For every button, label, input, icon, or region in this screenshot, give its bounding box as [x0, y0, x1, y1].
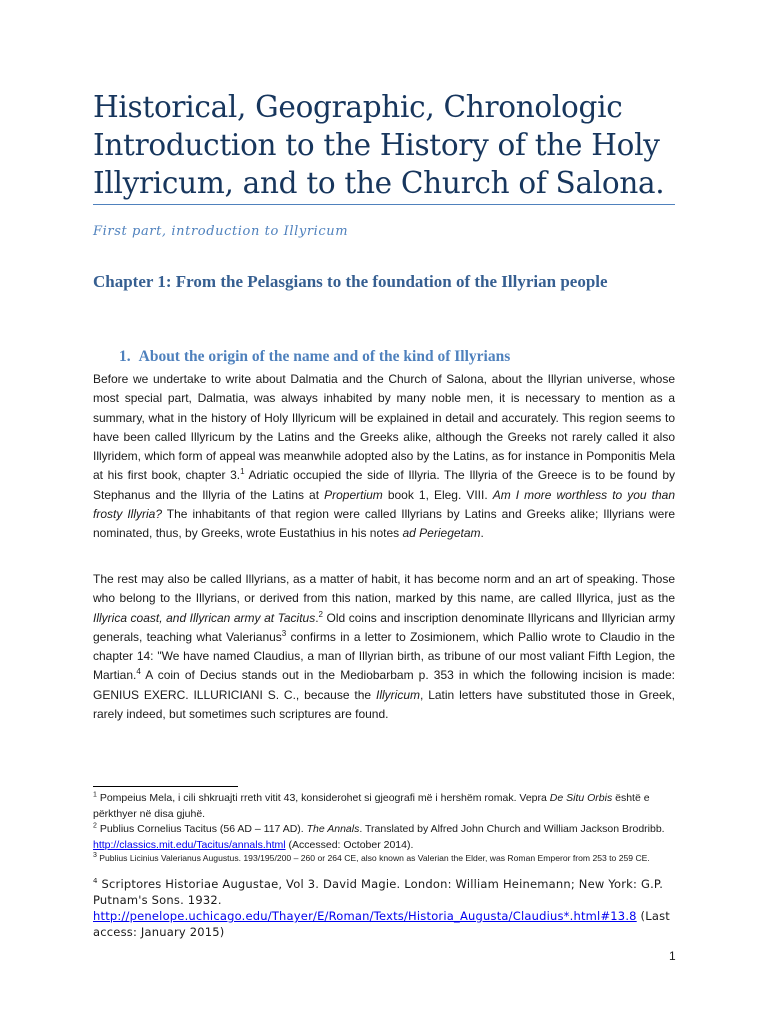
text-run: Scriptores Historiae Augustae, Vol 3. David Magie. London: William Heinemann; New York: G.P. Putnam's Sons. 1932. — [93, 877, 664, 907]
text-run: Old coins and inscription denominate Illyricans and Illyrician army generals, teaching what Valerianus — [93, 610, 676, 644]
section-heading — [119, 348, 510, 366]
text-run: Pompeius Mela, i cili shkruajti rreth vitit 43, konsiderohet si gjeografi më i hershëm romak. Vepra — [96, 792, 550, 804]
document-title: Historical, Geographic, Chronologic Introduction to the History of the Holy Illyricum, and to the Church of Salona. — [93, 90, 665, 200]
italic-run: Illyrica coast, and Illyrican army at Tacitus — [93, 610, 316, 625]
text-run: . — [315, 610, 319, 625]
text-run: (Accessed: October 2014). — [285, 839, 414, 851]
text-run: A coin of Decius stands out in the Mediobarbam p. 353 in which the following incision is made: GENIUS EXERC. ILLURICIANI S. C., because the — [93, 668, 675, 702]
text-run: book 1, Eleg. VIII. — [382, 487, 493, 502]
italic-run: De Situ Orbis — [549, 792, 613, 804]
text-run: . — [480, 526, 484, 541]
footnote-number: 4 — [93, 877, 98, 886]
footnote-number: 3 — [93, 852, 97, 860]
title-underline — [93, 204, 675, 205]
tacitus-annals-link[interactable]: http://classics.mit.edu/Tacitus/annals.html — [93, 839, 286, 851]
text-run: , Latin letters have substituted those in Greek, rarely indeed, but sometimes such scriptures are found. — [93, 687, 675, 722]
italic-run: ad Periegetam — [402, 526, 481, 541]
footnote-ref-1[interactable]: 1 — [240, 467, 245, 477]
text-run: Publius Licinius Valerianus Augustus. 193/195/200 – 260 or 264 CE, also known as Valerian the Elder, was Roman Emperor from 253 to 259 CE. — [96, 853, 650, 863]
historia-augusta-link[interactable]: http://penelope.uchicago.edu/Thayer/E/Roman/Texts/Historia_Augusta/Claudius*.html#13.8 — [93, 909, 637, 923]
footnote-number: 2 — [93, 822, 97, 830]
italic-run: Am I more worthless to you than frosty Illyria? — [93, 487, 675, 522]
text-run: (Last access: January 2015) — [93, 909, 670, 939]
body-paragraph-2 — [93, 570, 675, 724]
italic-run: Illyricum — [375, 687, 420, 702]
text-run: The inhabitants of that region were called Illyrians by Latins and Greeks alike; Illyrians were nominated, thus, by Greeks, wrote Eustathius in his notes — [93, 507, 675, 541]
text-run: confirms in a letter to Zosimionem, which Pallio wrote to Claudio in the chapter 14: "We have named Claudius, a man of Illyrian birth, as tribune of our most valiant Fifth Legion, the Martian. — [93, 629, 675, 683]
footnote-number: 1 — [93, 791, 97, 799]
chapter-heading: Chapter 1: From the Pelasgians to the foundation of the Illyrian people — [93, 272, 608, 291]
footnote-2 — [93, 821, 675, 853]
footnote-ref-4[interactable]: 4 — [136, 667, 141, 677]
text-run: Adriatic occupied the side of Illyria. The Illyria of the Greece is to be found by Stephanus and the Illyria of the Latins at — [93, 468, 675, 502]
text-run: Before we undertake to write about Dalmatia and the Church of Salona, about the Illyrian universe, whose most special part, Dalmatia, was always inhabited by many noble men, it is necessary to mention as a summary, what in the history of Holy Illyricum will be explained in detail and accurately. This region seems to have been called Illyricum by the Latins and the Greeks alike, although the Greeks not rarely called it also Illyridem, which form of appeal was meanwhile adopted also by the Latins, as for instance in Pomponitis Mela at his first book, chapter 3. — [93, 372, 675, 483]
part-subtitle: First part, introduction to Illyricum — [93, 224, 349, 239]
section-number: 1. — [119, 348, 131, 365]
text-run: . Translated by Alfred John Church and William Jackson Brodribb. — [359, 823, 665, 835]
footnote-3 — [93, 852, 675, 864]
footnote-4 — [93, 876, 675, 940]
page-number: 1 — [669, 949, 676, 963]
text-run: është e përkthyer në disa gjuhë. — [93, 792, 650, 820]
section-title: About the origin of the name and of the kind of Illyrians — [138, 348, 511, 365]
italic-run: The Annals — [306, 823, 360, 835]
italic-run: Propertium — [324, 487, 383, 502]
text-run: Publius Cornelius Tacitus (56 AD – 117 AD). — [96, 823, 307, 835]
body-paragraph-1 — [93, 370, 675, 544]
footnote-ref-2[interactable]: 2 — [318, 609, 323, 619]
footnote-ref-3[interactable]: 3 — [281, 628, 287, 638]
text-run: The rest may also be called Illyrians, as a matter of habit, it has become norm and an art of speaking. Those who belong to the Illyrians, or derived from this nation, marked by this name, are called Illyrica, just as the — [93, 572, 675, 606]
footnote-1 — [93, 790, 675, 822]
footnote-separator — [93, 786, 238, 787]
